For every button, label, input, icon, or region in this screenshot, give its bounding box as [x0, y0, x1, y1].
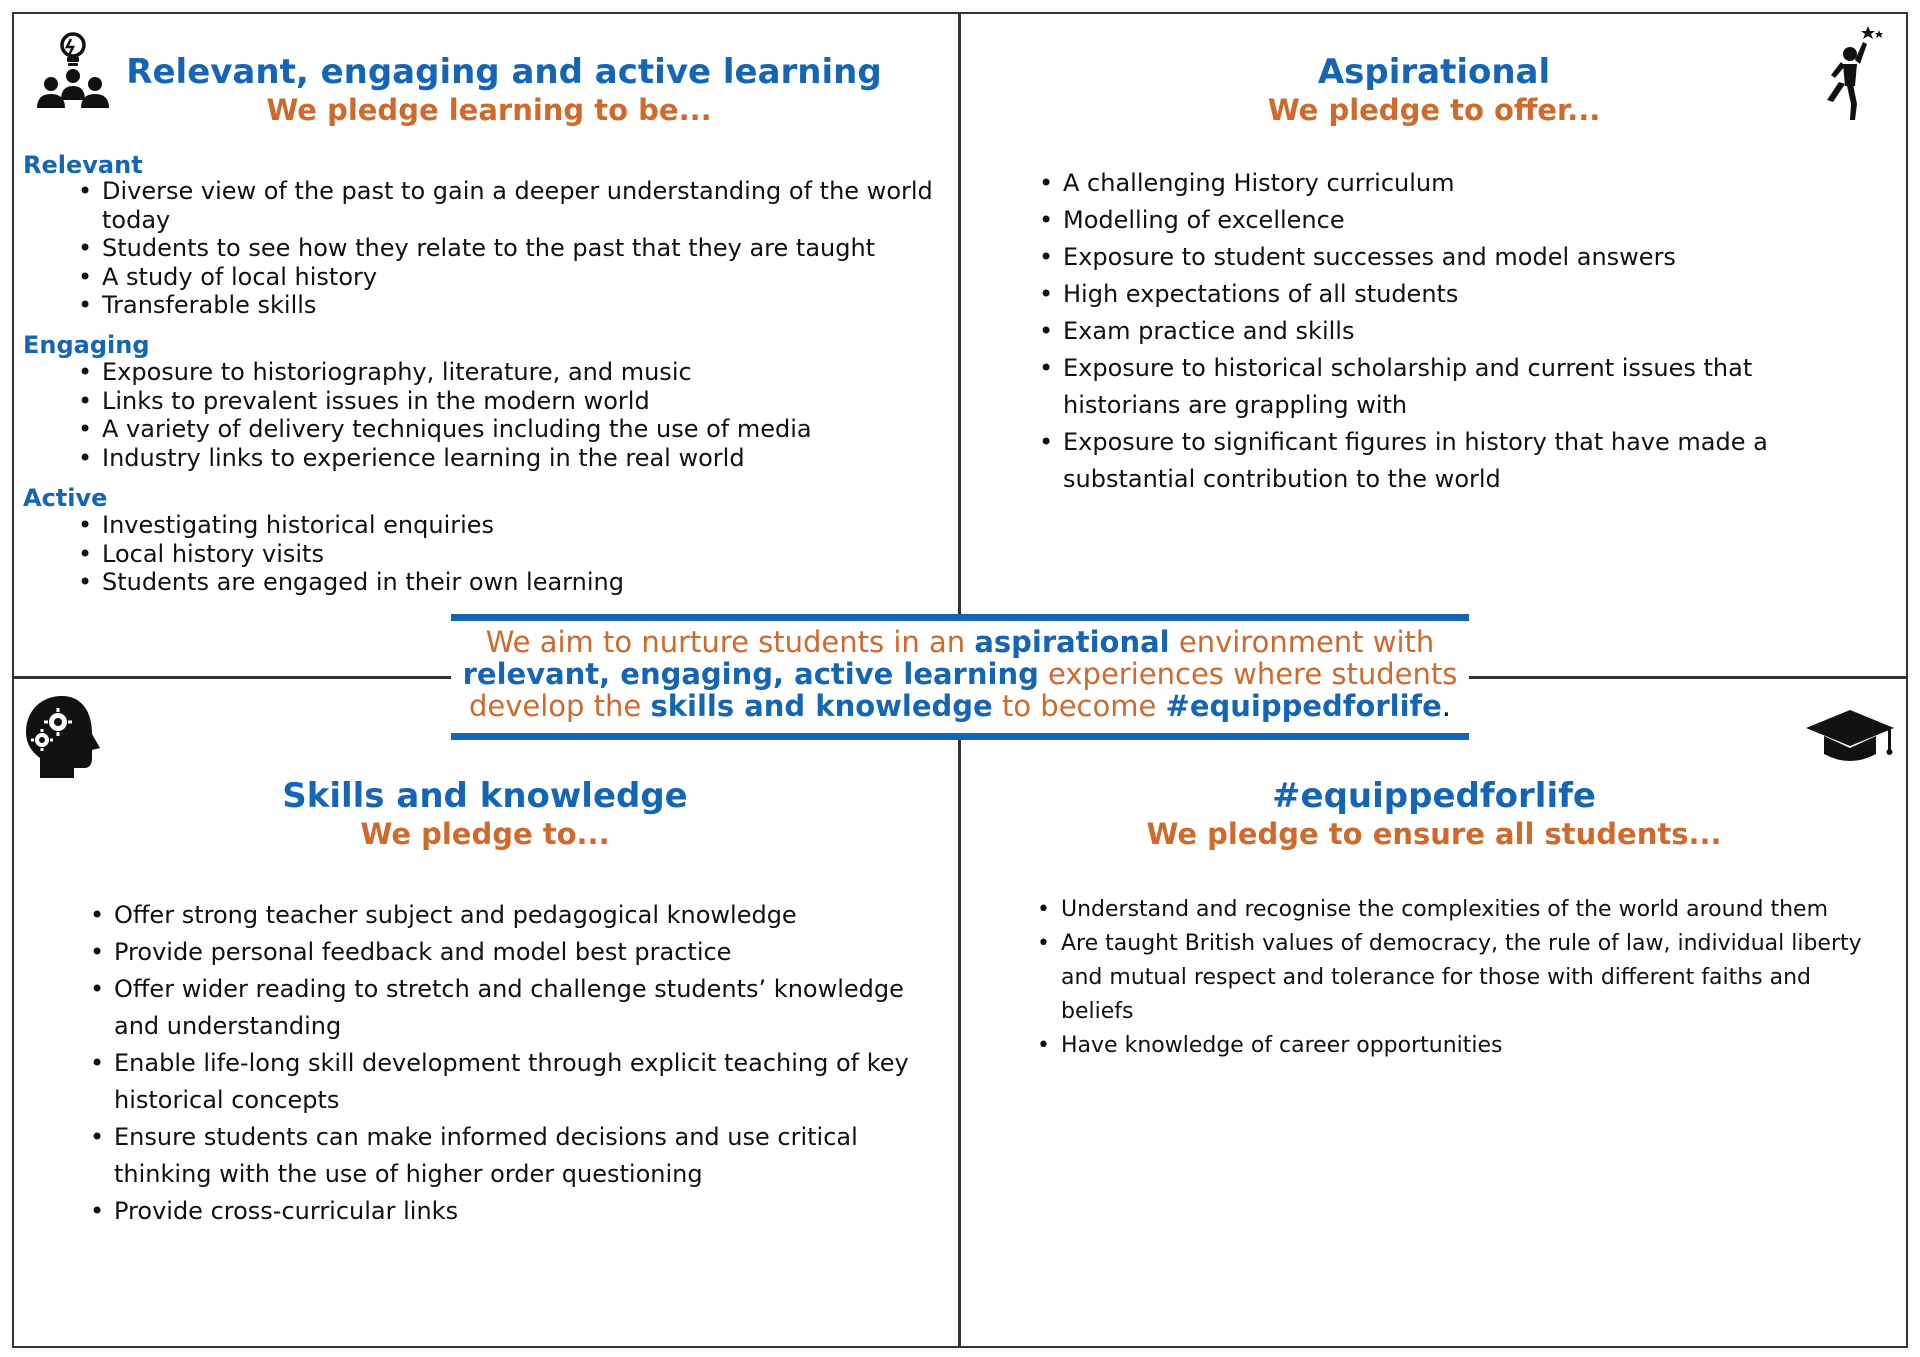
- section-label-active: Active: [23, 484, 108, 512]
- q3-title: Skills and knowledge: [282, 776, 688, 816]
- relevant-engaging-active-panel: [14, 14, 956, 614]
- horizontal-divider-right: [1468, 676, 1908, 679]
- q2-subtitle: We pledge to offer...: [1267, 93, 1601, 127]
- q1-subtitle: We pledge learning to be...: [266, 93, 712, 127]
- list-item: • Transferable skills: [76, 291, 936, 320]
- list-item: • Local history visits: [76, 540, 936, 569]
- equippedforlife-panel: [962, 740, 1906, 1344]
- list-item: • Exposure to student successes and model answers: [1037, 239, 1877, 276]
- mission-statement-box: [451, 614, 1469, 740]
- list-item: • Provide cross-curricular links: [88, 1193, 928, 1230]
- skills-knowledge-panel: [14, 740, 956, 1344]
- section-label-engaging: Engaging: [23, 331, 150, 359]
- equipped-list: [1035, 893, 1867, 1063]
- list-item: • Modelling of excellence: [1037, 202, 1877, 239]
- list-item: • Students to see how they relate to the past that they are taught: [76, 234, 936, 263]
- list-item: • Students are engaged in their own learning: [76, 568, 936, 597]
- active-list: [76, 511, 936, 597]
- q2-title: Aspirational: [1317, 52, 1551, 92]
- list-item: • A study of local history: [76, 263, 936, 292]
- list-item: • Are taught British values of democracy, the rule of law, individual liberty and mutual respect and tolerance for those with different faiths and beliefs: [1035, 927, 1867, 1029]
- list-item: • Exposure to historical scholarship and current issues that historians are grappling with: [1037, 350, 1877, 424]
- list-item: • Provide personal feedback and model best practice: [88, 934, 928, 971]
- list-item: • A variety of delivery techniques including the use of media: [76, 415, 936, 444]
- list-item: • Offer wider reading to stretch and challenge students’ knowledge and understanding: [88, 971, 928, 1045]
- horizontal-divider-left: [12, 676, 452, 679]
- engaging-list: [76, 358, 936, 472]
- list-item: • Ensure students can make informed decisions and use critical thinking with the use of higher order questioning: [88, 1119, 928, 1193]
- q4-subtitle: We pledge to ensure all students...: [1146, 817, 1722, 851]
- list-item: • Exposure to significant figures in history that have made a substantial contribution to the world: [1037, 424, 1877, 498]
- section-label-relevant: Relevant: [23, 151, 143, 179]
- list-item: • Industry links to experience learning in the real world: [76, 444, 936, 473]
- list-item: • Exposure to historiography, literature, and music: [76, 358, 936, 387]
- aspirational-panel: [962, 14, 1906, 614]
- list-item: • Enable life-long skill development through explicit teaching of key historical concepts: [88, 1045, 928, 1119]
- q3-subtitle: We pledge to...: [360, 817, 610, 851]
- list-item: • Exam practice and skills: [1037, 313, 1877, 350]
- bottom-blue-rule: [451, 733, 1469, 740]
- list-item: • Diverse view of the past to gain a deeper understanding of the world today: [76, 177, 936, 234]
- q4-title: #equippedforlife: [1272, 776, 1596, 816]
- list-item: • Understand and recognise the complexities of the world around them: [1035, 893, 1867, 927]
- q1-title: Relevant, engaging and active learning: [126, 52, 882, 92]
- list-item: • Investigating historical enquiries: [76, 511, 936, 540]
- aspirational-list: [1037, 165, 1877, 498]
- head-gears-icon: [22, 694, 106, 780]
- relevant-list: [76, 177, 936, 320]
- mission-statement: We aim to nurture students in an aspirational environment with relevant, engaging, active learning experiences where students develop the skills and knowledge to become #equippedforlife.: [462, 625, 1458, 723]
- skills-list: [88, 897, 928, 1230]
- list-item: • High expectations of all students: [1037, 276, 1877, 313]
- list-item: • A challenging History curriculum: [1037, 165, 1877, 202]
- top-blue-rule: [451, 614, 1469, 621]
- list-item: • Links to prevalent issues in the modern world: [76, 387, 936, 416]
- list-item: • Offer strong teacher subject and pedagogical knowledge: [88, 897, 928, 934]
- graduation-cap-icon: [1804, 708, 1896, 764]
- list-item: • Have knowledge of career opportunities: [1035, 1029, 1867, 1063]
